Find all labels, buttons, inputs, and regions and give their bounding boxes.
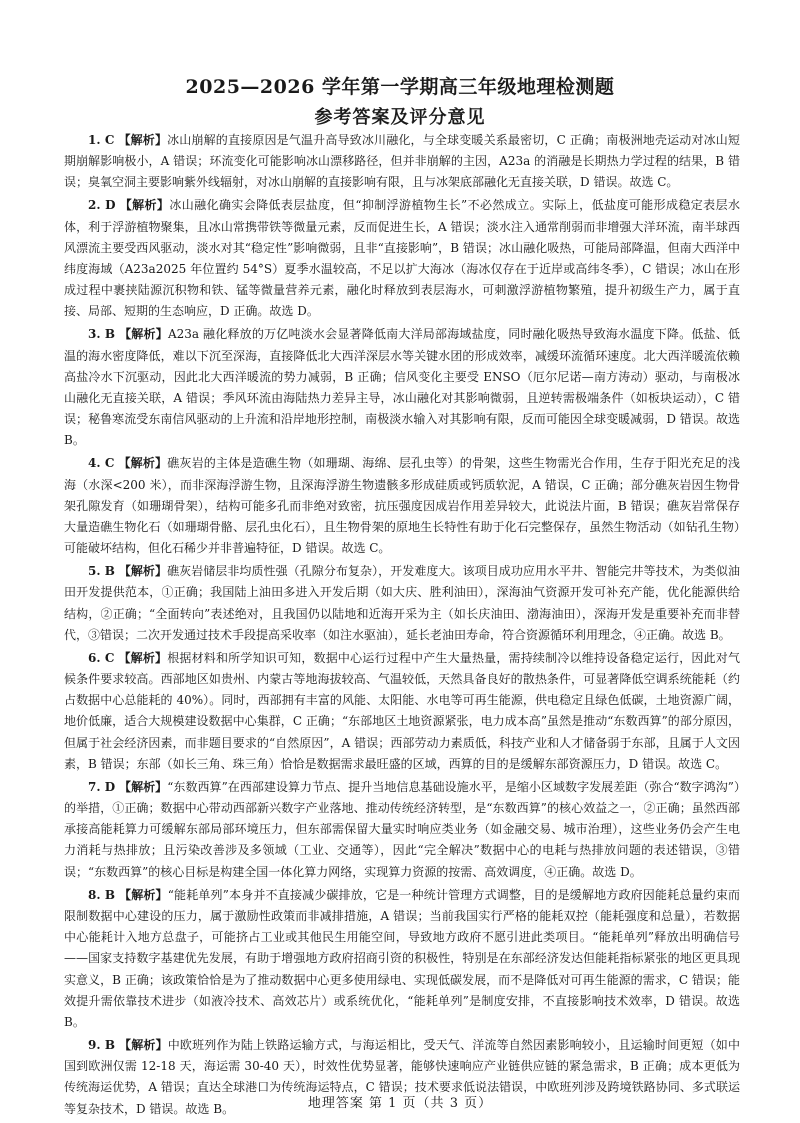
answer-item-5 bbox=[64, 561, 740, 646]
answer-number: 4. C bbox=[88, 456, 115, 471]
analysis-tag: 【解析】 bbox=[118, 456, 168, 471]
answer-text: 礁灰岩的主体是造礁生物（如珊瑚、海绵、层孔虫等）的骨架，这些生物需光合作用，生存于阳光充足的浅海（水深<200 米），而非深海浮游生物，且深海浮游生物遗骸多形成硅质或钙质软泥，A 错误，C 正确；部分礁灰岩因生物骨架孔隙发育（如珊瑚骨架），结构可能多孔而非绝对致密，抗压强度因成岩作用差异较大，此说法片面，B 错误；礁灰岩常保存大量造礁生物化石（如珊瑚骨骼、层孔虫化石），且生物骨架的原地生长特性有助于化石完整保存，虽然生物活动（如钻孔生物）可能破坏结构，但化石稀少并非普遍特征，D 错误。故选 C。 bbox=[64, 456, 740, 556]
answer-list bbox=[64, 130, 740, 1122]
answer-item-4 bbox=[64, 453, 740, 559]
answer-text: 冰山融化确实会降低表层盐度，但“抑制浮游植物生长”不必然成立。实际上，低盐度可能形成稳定表层水体，利于浮游植物聚集，且冰山常携带铁等微量元素，反而促进生长，A 错误；淡水注入通常削弱而非增强大洋环流，南半球西风漂流主要受西风驱动，淡水对其“稳定性”影响微弱，且非“直接影响”，B 错误；冰山融化吸热，可能局部降温，但南大西洋中纬度海域（A23a2025 年位置约 54°S）夏季水温较高，不足以扩大海冰（海冰仅存在于近岸或高纬冬季），C 错误；冰山在形成过程中裹挟陆源沉积物和铁、锰等微量营养元素，融化时释放到表层海水，可刺激浮游植物繁殖，提升初级生产力，属于直接、局部、短期的生态响应，D 正确。故选 D。 bbox=[64, 198, 740, 319]
answer-text: 中欧班列作为陆上铁路运输方式，与海运相比，受天气、洋流等自然因素影响较小，且运输时间更短（如中国到欧洲仅需 12-18 天，海运需 30-40 天），时效性优势显著，能够快速响应产业链供应链的紧急需求，B 正确；成本更低为传统海运优势，A 错误；直达全球港口为传统海运特点，C 错误；技术要求低说法错误，中欧班列涉及跨境铁路协同、多式联运等复杂技术，D 错误。故选 B。 bbox=[64, 1037, 740, 1116]
answer-item-7 bbox=[64, 777, 740, 883]
answer-number: 7. D bbox=[88, 779, 116, 794]
answer-text: “能耗单列”本身并不直接减少碳排放，它是一种统计管理方式调整，目的是缓解地方政府因能耗总量约束而限制数据中心建设的压力，属于激励性政策而非减排措施，A 错误；当前我国实行严格的能耗双控（能耗强度和总量），若数据中心能耗计入地方总盘子，可能挤占工业或其他民生用能空间，导致地方政府不愿引进此类项目。“能耗单列”释放出明确信号——国家支持数字基建优先发展，有助于增强地方政府招商引资的积极性，特别是在东部经济发达但能耗指标紧张的地区更具现实意义，B 正确；该政策恰恰是为了推动数据中心更多使用绿电、实现低碳发展，而不是降低对可再生能源的需求，C 错误；能效提升需依靠技术进步（如液冷技术、高效芯片）或系统优化，“能耗单列”是制度安排，不直接影响技术效率，D 错误。故选 B。 bbox=[64, 887, 740, 1029]
answer-number: 1. C bbox=[88, 133, 115, 147]
analysis-tag: 【解析】 bbox=[119, 779, 168, 794]
answer-number: 2. D bbox=[88, 198, 116, 213]
answer-text: “东数西算”在西部建设算力节点、提升当地信息基础设施水平，是缩小区域数字发展差距（弥合“数字鸿沟”）的举措，①正确；数据中心带动西部新兴数字产业落地、推动传统经济转型，是“东数西算”的核心效益之一，②正确；虽然西部承接高能耗算力可缓解东部局部环境压力，但东部需保留大量实时响应类业务（如金融交易、城市治理），这些业务仍会产生电力消耗与热排放；且污染改善涉及多领域（工业、交通等），因此“完全解决”数据中心的电耗与热排放问题的表述错误，③错误；“东数西算”的核心目标是构建全国一体化算力网络，实现算力资源的按需、高效调度，④正确。故选 D。 bbox=[64, 779, 740, 879]
analysis-tag: 【解析】 bbox=[119, 198, 170, 213]
answer-text: A23a 融化释放的万亿吨淡水会显著降低南大洋局部海域盐度，同时融化吸热导致海水温度下降。低盐、低温的海水密度降低，难以下沉至深海，直接降低北大西洋深层水等关键水团的形成效率，减缓环流循环速度。北大西洋暖流依赖高盐冷水下沉驱动，因此北大西洋暖流的势力减弱，B 正确；信风变化主要受 ENSO（厄尔尼诺—南方涛动）驱动，与南极冰山融化无直接关联，A 错误；季风环流由海陆热力差异主导，冰山融化对其影响微弱，且逆转需极端条件（如板块运动），C 错误；秘鲁寒流受东南信风驱动的上升流和沿岸地形控制，南极淡水输入对其影响有限，反而可能因全球变暖减弱，D 错误。故选 B。 bbox=[64, 327, 740, 448]
answer-text: 礁灰岩储层非均质性强（孔隙分布复杂），开发难度大。该项目成功应用水平井、智能完井等技术，为类似油田开发提供范本，①正确；我国陆上油田多进入开发后期（如大庆、胜利油田），深海油气资源开发可补充产能，优化能源供给结构，②正确；“全面转向”表述绝对，且我国仍以陆地和近海开采为主（如长庆油田、渤海油田），深海开发是重要补充而非替代，③错误；二次开发通过技术手段提高采收率（如注水驱油），延长老油田寿命，符合资源循环利用理念，④正确。故选 B。 bbox=[64, 564, 740, 642]
answer-item-8 bbox=[64, 885, 740, 1033]
answer-item-3 bbox=[64, 324, 740, 451]
analysis-tag: 【解析】 bbox=[119, 887, 168, 902]
page-title: 2025—2026 学年第一学期高三年级地理检测题 bbox=[185, 76, 615, 98]
analysis-tag: 【解析】 bbox=[118, 650, 168, 665]
page-footer: 地理答案 第 1 页（共 3 页） bbox=[307, 1096, 493, 1111]
answer-text: 根据材料和所学知识可知，数据中心运行过程中产生大量热量，需持续制冷以维持设备稳定运行，因此对气候条件要求较高。西部地区如贵州、内蒙古等地海拔较高、气温较低，天然具备良好的散热条件，可显著降低空调系统能耗（约占数据中心总能耗的 40%）。同时，西部拥有丰富的风能、太阳能、水电等可再生能源，供电稳定且绿色低碳，土地资源广阔，地价低廉，适合大规模建设数据中心集群，C 正确；“东部地区土地资源紧张，电力成本高”虽然是推动“东数西算”的部分原因，但属于社会经济因素，而非题目要求的“自然原因”，A 错误；西部劳动力素质低，科技产业和人才储备弱于东部，且属于人文因素，B 错误；东部（如长三角、珠三角）恰恰是数据需求最旺盛的区域，西算的目的是缓解东部资源压力，D 错误。故选 C。 bbox=[64, 650, 740, 771]
analysis-tag: 【解析】 bbox=[119, 1037, 168, 1052]
answer-text: 冰山崩解的直接原因是气温升高导致冰川融化，与全球变暖关系最密切，C 正确；南极洲地壳运动对冰山短期崩解影响极小，A 错误；环流变化可能影响冰山漂移路径，但并非崩解的主因，A23a 的消融是长期热力学过程的结果，B 错误；臭氧空洞主要影响紫外线辐射，对冰山崩解的直接影响有限，且与冰架底部融化无直接关联，D 错误。故选 C。 bbox=[64, 133, 740, 190]
answer-number: 3. B bbox=[88, 327, 116, 342]
analysis-tag: 【解析】 bbox=[118, 133, 168, 147]
page-subtitle: 参考答案及评分意见 bbox=[314, 107, 486, 128]
answer-number: 5. B bbox=[88, 564, 115, 579]
answer-number: 8. B bbox=[88, 887, 116, 902]
answer-item-1 bbox=[64, 130, 740, 194]
answer-item-2 bbox=[64, 195, 740, 322]
answer-number: 9. B bbox=[88, 1037, 116, 1052]
analysis-tag: 【解析】 bbox=[119, 327, 168, 342]
answer-item-6 bbox=[64, 648, 740, 775]
answer-number: 6. C bbox=[88, 650, 115, 665]
analysis-tag: 【解析】 bbox=[118, 564, 168, 579]
